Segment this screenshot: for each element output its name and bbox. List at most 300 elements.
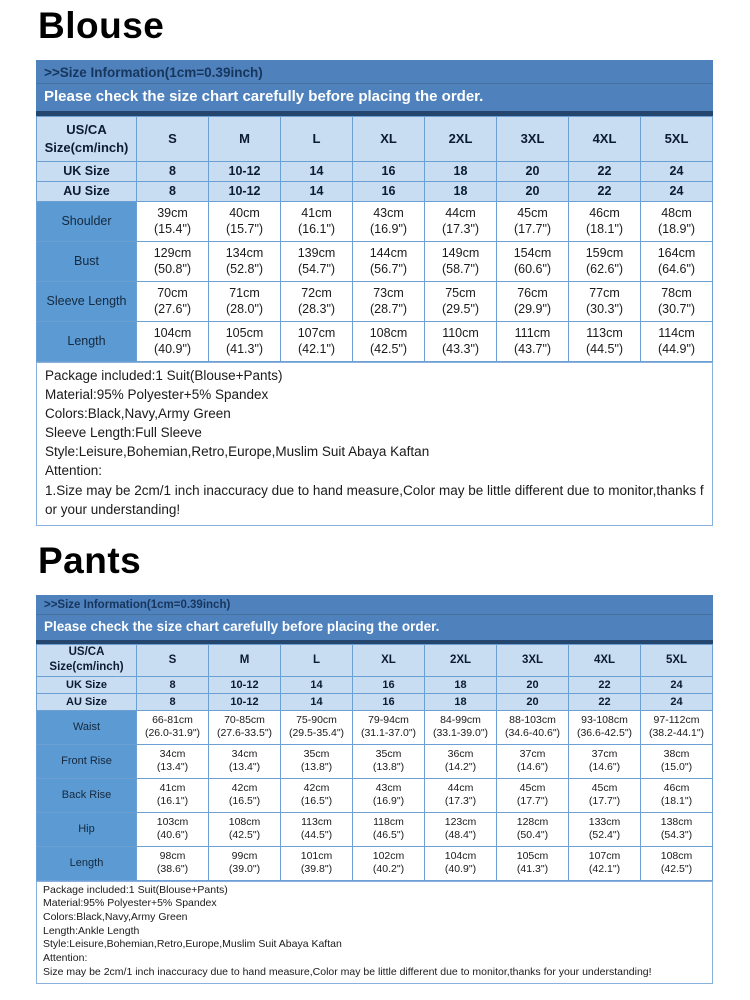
- size-conversion-cell: 8: [137, 181, 209, 201]
- size-column-header: 5XL: [641, 116, 713, 161]
- size-column-header: S: [137, 644, 209, 676]
- measurement-cell: [281, 201, 353, 241]
- measurement-inch: (16.1"): [297, 222, 336, 237]
- measurement-inch: (28.0"): [225, 302, 264, 317]
- measurement-inch: (30.3"): [585, 302, 624, 317]
- measurement-cell: [281, 812, 353, 846]
- measurement-cm: 144cm: [369, 245, 408, 260]
- corner-line1: US/CA: [66, 122, 107, 138]
- measurement-inch: (13.4"): [156, 761, 189, 774]
- measurement-cm: 108cm: [369, 325, 408, 340]
- measurement-cm: 108cm: [228, 815, 261, 828]
- measurement-cell: [209, 281, 281, 321]
- size-conversion-cell: 22: [569, 676, 641, 693]
- measurement-inch: (52.4"): [588, 829, 621, 842]
- measurement-inch: (41.3"): [516, 863, 549, 876]
- measurement-cm: 72cm: [301, 285, 332, 300]
- measurement-cell: [209, 744, 281, 778]
- measurement-cell: [641, 744, 713, 778]
- measurement-inch: (54.3"): [660, 829, 693, 842]
- measurement-inch: (28.7"): [369, 302, 408, 317]
- size-conversion-row: [37, 676, 713, 693]
- measurement-cm: 76cm: [517, 285, 548, 300]
- measurement-inch: (15.0"): [660, 761, 693, 774]
- measurement-inch: (16.1"): [156, 795, 189, 808]
- size-column-header: S: [137, 116, 209, 161]
- measurement-inch: (28.3"): [297, 302, 336, 317]
- measurement-cm: 44cm: [445, 205, 476, 220]
- size-info-heading: >>Size Information(1cm=0.39inch): [36, 595, 713, 615]
- measurement-cell: [497, 778, 569, 812]
- measurement-cell: [497, 201, 569, 241]
- measurement-cm: 42cm: [231, 781, 258, 794]
- measurement-row: [37, 812, 713, 846]
- row-label: Hip: [37, 812, 137, 846]
- measurement-inch: (42.5"): [660, 863, 693, 876]
- measurement-inch: (29.5"): [441, 302, 480, 317]
- measurement-cm: 128cm: [516, 815, 549, 828]
- row-label: Front Rise: [37, 744, 137, 778]
- measurement-cm: 110cm: [442, 325, 479, 340]
- measurement-inch: (56.7"): [369, 262, 408, 277]
- measurement-cell: [425, 778, 497, 812]
- measurement-cell: [209, 846, 281, 880]
- size-conversion-row: [37, 181, 713, 201]
- measurement-cell: [353, 241, 425, 281]
- size-conversion-cell: 10-12: [209, 161, 281, 181]
- size-conversion-cell: 8: [137, 693, 209, 710]
- measurement-cell: [425, 281, 497, 321]
- measurement-cell: [641, 710, 713, 744]
- size-conversion-cell: 22: [569, 181, 641, 201]
- measurement-cell: [137, 241, 209, 281]
- measurement-cell: [569, 744, 641, 778]
- measurement-cm: 34cm: [231, 747, 258, 760]
- measurement-cm: 123cm: [444, 815, 477, 828]
- measurement-cm: 113cm: [586, 325, 623, 340]
- size-conversion-cell: 18: [425, 676, 497, 693]
- row-label: Back Rise: [37, 778, 137, 812]
- measurement-inch: (40.9"): [153, 342, 192, 357]
- measurement-inch: (18.9"): [657, 222, 696, 237]
- measurement-cell: [353, 812, 425, 846]
- measurement-cm: 98cm: [159, 849, 186, 862]
- measurement-cm: 43cm: [375, 781, 402, 794]
- measurement-cm: 139cm: [297, 245, 336, 260]
- measurement-inch: (40.6"): [156, 829, 189, 842]
- measurement-cell: [497, 710, 569, 744]
- measurement-inch: (16.5"): [300, 795, 333, 808]
- note-line: Attention:: [45, 463, 103, 479]
- product-notes: [36, 881, 713, 984]
- row-label: Sleeve Length: [37, 281, 137, 321]
- corner-cell: [37, 116, 137, 161]
- measurement-cm: 105cm: [225, 325, 264, 340]
- measurement-row: [37, 281, 713, 321]
- measurement-cm: 84-99cm: [440, 713, 481, 726]
- measurement-cell: [281, 744, 353, 778]
- measurement-inch: (42.1"): [297, 342, 336, 357]
- size-info-banner: [36, 60, 713, 111]
- size-chart-warning: Please check the size chart carefully before placing the order.: [44, 87, 484, 105]
- note-line: Style:Leisure,Bohemian,Retro,Europe,Muslim Suit Abaya Kaftan: [43, 938, 342, 951]
- measurement-cell: [497, 744, 569, 778]
- measurement-inch: (27.6-33.5"): [216, 727, 273, 740]
- measurement-inch: (16.9"): [372, 795, 405, 808]
- measurement-inch: (62.6"): [585, 262, 624, 277]
- measurement-cell: [209, 812, 281, 846]
- measurement-cm: 77cm: [589, 285, 620, 300]
- note-line: Material:95% Polyester+5% Spandex: [45, 386, 269, 402]
- size-column-header: 2XL: [425, 644, 497, 676]
- measurement-cell: [425, 201, 497, 241]
- measurement-inch: (44.5"): [300, 829, 333, 842]
- measurement-cell: [137, 201, 209, 241]
- note-line: Colors:Black,Navy,Army Green: [45, 406, 231, 421]
- measurement-inch: (13.8"): [300, 761, 333, 774]
- size-table: [36, 644, 713, 881]
- measurement-cell: [569, 812, 641, 846]
- measurement-inch: (39.0"): [228, 863, 261, 876]
- measurement-cell: [569, 241, 641, 281]
- size-column-header: 5XL: [641, 644, 713, 676]
- measurement-inch: (13.4"): [228, 761, 261, 774]
- measurement-cell: [425, 321, 497, 361]
- measurement-cell: [497, 281, 569, 321]
- measurement-inch: (64.6"): [657, 262, 696, 277]
- measurement-cell: [209, 201, 281, 241]
- measurement-inch: (54.7"): [297, 262, 336, 277]
- measurement-cell: [209, 778, 281, 812]
- measurement-row: [37, 710, 713, 744]
- measurement-inch: (14.6"): [516, 761, 549, 774]
- measurement-inch: (50.8"): [153, 262, 192, 277]
- measurement-cm: 45cm: [517, 205, 548, 220]
- corner-line1: US/CA: [68, 645, 105, 658]
- measurement-cm: 97-112cm: [653, 713, 700, 726]
- measurement-inch: (26.0-31.9"): [144, 727, 201, 740]
- size-column-header: 3XL: [497, 116, 569, 161]
- measurement-cm: 113cm: [301, 815, 332, 828]
- measurement-cm: 105cm: [516, 849, 549, 862]
- measurement-inch: (58.7"): [441, 262, 480, 277]
- measurement-inch: (60.6"): [513, 262, 552, 277]
- measurement-inch: (17.3"): [444, 795, 477, 808]
- size-conversion-cell: 16: [353, 693, 425, 710]
- measurement-cm: 78cm: [661, 285, 692, 300]
- measurement-cell: [569, 281, 641, 321]
- measurement-cm: 129cm: [153, 245, 192, 260]
- measurement-cm: 133cm: [588, 815, 621, 828]
- measurement-cm: 118cm: [373, 815, 404, 828]
- measurement-cell: [641, 321, 713, 361]
- measurement-cell: [137, 778, 209, 812]
- measurement-row: [37, 744, 713, 778]
- note-line: Length:Ankle Length: [43, 924, 140, 937]
- measurement-inch: (46.5"): [372, 829, 405, 842]
- size-header-row: [37, 644, 713, 676]
- measurement-cell: [137, 281, 209, 321]
- row-label: Shoulder: [37, 201, 137, 241]
- size-conversion-rows: [37, 161, 713, 201]
- measurement-cm: 138cm: [660, 815, 693, 828]
- measurement-cell: [425, 744, 497, 778]
- measurement-inch: (14.2"): [444, 761, 477, 774]
- measurement-cm: 36cm: [447, 747, 474, 760]
- note-line: Material:95% Polyester+5% Spandex: [43, 897, 217, 910]
- size-table: [36, 116, 713, 362]
- size-conversion-cell: 10-12: [209, 181, 281, 201]
- measurement-cell: [209, 321, 281, 361]
- measurement-cm: 40cm: [229, 205, 260, 220]
- measurement-cm: 164cm: [657, 245, 696, 260]
- size-conversion-cell: 16: [353, 676, 425, 693]
- row-label: Bust: [37, 241, 137, 281]
- measurement-inch: (43.7"): [513, 342, 552, 357]
- measurement-inch: (13.8"): [372, 761, 405, 774]
- size-conversion-cell: 24: [641, 161, 713, 181]
- measurement-inch: (31.1-37.0"): [360, 727, 417, 740]
- note-line: Package included:1 Suit(Blouse+Pants): [43, 883, 228, 896]
- size-conversion-cell: 22: [569, 693, 641, 710]
- size-conversion-cell: 10-12: [209, 676, 281, 693]
- size-conversion-cell: 16: [353, 181, 425, 201]
- measurement-cell: [497, 241, 569, 281]
- measurement-inch: (29.5-35.4"): [288, 727, 345, 740]
- measurement-cm: 149cm: [441, 245, 480, 260]
- measurement-cell: [425, 241, 497, 281]
- measurement-inch: (18.1"): [585, 222, 624, 237]
- measurement-cm: 44cm: [447, 781, 474, 794]
- size-column-header: 4XL: [569, 644, 641, 676]
- note-line: Size may be 2cm/1 inch inaccuracy due to hand measure,Color may be little different due to monitor,thanks for your understanding!: [43, 965, 652, 978]
- row-label: Waist: [37, 710, 137, 744]
- measurement-cm: 101cm: [300, 849, 333, 862]
- size-conversion-cell: 20: [497, 161, 569, 181]
- row-label: UK Size: [37, 676, 137, 693]
- size-conversion-cell: 10-12: [209, 693, 281, 710]
- measurement-inch: (36.6-42.5"): [576, 727, 633, 740]
- measurement-cm: 93-108cm: [581, 713, 628, 726]
- measurement-rows: [37, 201, 713, 361]
- measurement-cell: [137, 710, 209, 744]
- size-conversion-cell: 18: [425, 181, 497, 201]
- size-info-banner: [36, 595, 713, 640]
- measurement-cell: [425, 846, 497, 880]
- measurement-cell: [353, 778, 425, 812]
- product-notes: [36, 362, 713, 526]
- measurement-row: [37, 321, 713, 361]
- size-column-header: 2XL: [425, 116, 497, 161]
- size-chart-section: [36, 6, 713, 526]
- measurement-cm: 70-85cm: [224, 713, 265, 726]
- measurement-row: [37, 778, 713, 812]
- note-line: 1.Size may be 2cm/1 inch inaccuracy due to hand measure,Color may be little different due to monitor,thanks for your understanding!: [45, 482, 704, 517]
- size-conversion-cell: 8: [137, 676, 209, 693]
- measurement-cell: [137, 321, 209, 361]
- size-column-header: M: [209, 116, 281, 161]
- measurement-inch: (42.5"): [228, 829, 261, 842]
- size-conversion-cell: 18: [425, 161, 497, 181]
- measurement-inch: (30.7"): [657, 302, 696, 317]
- measurement-inch: (27.6"): [153, 302, 192, 317]
- measurement-cm: 38cm: [663, 747, 690, 760]
- measurement-inch: (44.9"): [657, 342, 696, 357]
- size-conversion-row: [37, 693, 713, 710]
- note-line: Sleeve Length:Full Sleeve: [45, 425, 202, 441]
- size-column-header: L: [281, 116, 353, 161]
- measurement-cm: 42cm: [303, 781, 330, 794]
- measurement-cell: [569, 321, 641, 361]
- measurement-cm: 154cm: [513, 245, 552, 260]
- corner-cell: [37, 644, 137, 676]
- measurement-cm: 159cm: [585, 245, 624, 260]
- measurement-cell: [281, 778, 353, 812]
- measurement-cm: 107cm: [297, 325, 336, 340]
- size-table-head: [37, 116, 713, 161]
- size-column-header: XL: [353, 116, 425, 161]
- size-conversion-cell: 14: [281, 676, 353, 693]
- measurement-inch: (50.4"): [516, 829, 549, 842]
- size-table-head: [37, 644, 713, 676]
- corner-line2: Size(cm/inch): [44, 139, 129, 155]
- measurement-cell: [569, 846, 641, 880]
- measurement-cm: 114cm: [658, 325, 695, 340]
- measurement-inch: (44.5"): [585, 342, 624, 357]
- measurement-cell: [641, 812, 713, 846]
- measurement-inch: (43.3"): [441, 342, 480, 357]
- measurement-inch: (15.4"): [153, 222, 192, 237]
- measurement-cm: 104cm: [444, 849, 477, 862]
- measurement-cell: [425, 710, 497, 744]
- corner-line2: Size(cm/inch): [49, 661, 124, 674]
- measurement-cm: 35cm: [375, 747, 402, 760]
- measurement-cm: 111cm: [514, 325, 551, 340]
- measurement-inch: (34.6-40.6"): [504, 727, 561, 740]
- measurement-inch: (38.2-44.1"): [648, 727, 705, 740]
- size-conversion-cell: 24: [641, 181, 713, 201]
- measurement-cell: [497, 812, 569, 846]
- measurement-cm: 41cm: [159, 781, 186, 794]
- measurement-cell: [353, 846, 425, 880]
- size-column-header: M: [209, 644, 281, 676]
- measurement-cell: [353, 710, 425, 744]
- measurement-inch: (40.9"): [444, 863, 477, 876]
- measurement-cell: [137, 812, 209, 846]
- measurement-cell: [569, 201, 641, 241]
- measurement-cm: 79-94cm: [368, 713, 409, 726]
- measurement-inch: (16.9"): [369, 222, 408, 237]
- measurement-inch: (39.8"): [300, 863, 333, 876]
- size-header-row: [37, 116, 713, 161]
- measurement-inch: (18.1"): [660, 795, 693, 808]
- size-conversion-cell: 22: [569, 161, 641, 181]
- measurement-inch: (17.7"): [588, 795, 621, 808]
- size-column-header: L: [281, 644, 353, 676]
- measurement-cell: [209, 710, 281, 744]
- measurement-cm: 71cm: [229, 285, 260, 300]
- measurement-cm: 134cm: [225, 245, 264, 260]
- measurement-cm: 73cm: [373, 285, 404, 300]
- note-line: Attention:: [43, 951, 88, 964]
- measurement-cm: 107cm: [588, 849, 621, 862]
- size-conversion-cell: 24: [641, 693, 713, 710]
- size-conversion-rows: [37, 676, 713, 710]
- measurement-cm: 104cm: [153, 325, 192, 340]
- measurement-cm: 75-90cm: [296, 713, 337, 726]
- measurement-inch: (17.7"): [516, 795, 549, 808]
- measurement-row: [37, 241, 713, 281]
- size-conversion-cell: 20: [497, 693, 569, 710]
- size-chart-warning: Please check the size chart carefully before placing the order.: [44, 618, 440, 634]
- measurement-inch: (42.1"): [588, 863, 621, 876]
- section-title: Blouse: [38, 5, 165, 46]
- measurement-cell: [137, 846, 209, 880]
- measurement-cell: [497, 321, 569, 361]
- measurement-cm: 43cm: [373, 205, 404, 220]
- measurement-cm: 46cm: [589, 205, 620, 220]
- measurement-cm: 48cm: [661, 205, 692, 220]
- measurement-cell: [353, 321, 425, 361]
- row-label: AU Size: [37, 181, 137, 201]
- measurement-cm: 37cm: [591, 747, 618, 760]
- measurement-cm: 70cm: [157, 285, 188, 300]
- measurement-cm: 102cm: [372, 849, 405, 862]
- size-conversion-cell: 16: [353, 161, 425, 181]
- row-label: Length: [37, 321, 137, 361]
- measurement-cell: [569, 778, 641, 812]
- measurement-cell: [281, 241, 353, 281]
- measurement-cell: [281, 321, 353, 361]
- measurement-cell: [641, 846, 713, 880]
- measurement-cm: 66-81cm: [152, 713, 193, 726]
- size-conversion-cell: 14: [281, 693, 353, 710]
- measurement-inch: (42.5"): [369, 342, 408, 357]
- measurement-row: [37, 201, 713, 241]
- note-line: Style:Leisure,Bohemian,Retro,Europe,Muslim Suit Abaya Kaftan: [45, 444, 430, 460]
- measurement-cm: 108cm: [660, 849, 693, 862]
- row-label: AU Size: [37, 693, 137, 710]
- measurement-cm: 41cm: [301, 205, 332, 220]
- note-line: Colors:Black,Navy,Army Green: [43, 910, 188, 923]
- measurement-cm: 99cm: [231, 849, 258, 862]
- measurement-cell: [497, 846, 569, 880]
- size-column-header: 3XL: [497, 644, 569, 676]
- measurement-cell: [353, 201, 425, 241]
- size-chart-section: [36, 541, 713, 984]
- measurement-cell: [353, 744, 425, 778]
- size-info-heading: >>Size Information(1cm=0.39inch): [36, 60, 713, 84]
- size-conversion-row: [37, 161, 713, 181]
- size-conversion-cell: 14: [281, 161, 353, 181]
- measurement-cm: 103cm: [156, 815, 189, 828]
- measurement-cell: [425, 812, 497, 846]
- note-line: Package included:1 Suit(Blouse+Pants): [45, 367, 283, 383]
- measurement-inch: (52.8"): [225, 262, 264, 277]
- measurement-cell: [281, 281, 353, 321]
- measurement-inch: (15.7"): [225, 222, 264, 237]
- measurement-inch: (16.5"): [228, 795, 261, 808]
- measurement-cm: 88-103cm: [509, 713, 556, 726]
- measurement-cm: 75cm: [445, 285, 476, 300]
- measurement-inch: (29.9"): [513, 302, 552, 317]
- measurement-cm: 35cm: [303, 747, 330, 760]
- measurement-cell: [281, 710, 353, 744]
- measurement-cm: 39cm: [157, 205, 188, 220]
- measurement-cm: 46cm: [663, 781, 690, 794]
- row-label: Length: [37, 846, 137, 880]
- size-conversion-cell: 20: [497, 181, 569, 201]
